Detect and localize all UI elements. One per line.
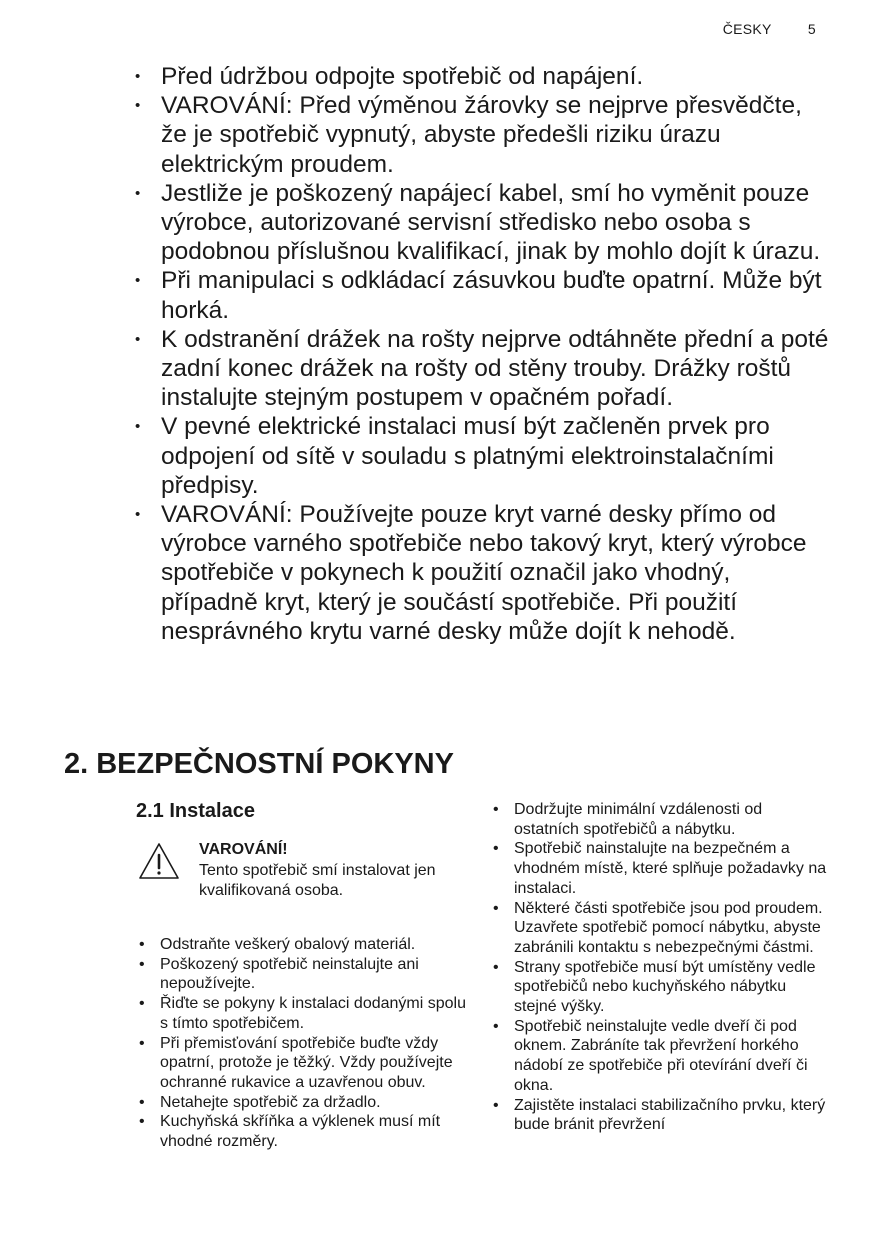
list-item: • K odstranění drážek na rošty nejprve odtáhněte přední a poté zadní konec drážek na rošty od stěny trouby. Drážky roštů instalujte stejným postupem v opačném pořadí. bbox=[133, 325, 833, 413]
list-item: • Před údržbou odpojte spotřebič od napájení. bbox=[133, 62, 833, 91]
list-item: • VAROVÁNÍ: Používejte pouze kryt varné desky přímo od výrobce varného spotřebiče nebo takový kryt, který výrobce spotřebiče v pokynech k použití označil jako vhodný, případně kryt, který je součástí spotřebiče. Při použití nesprávného krytu varné desky může dojít k nehodě. bbox=[133, 500, 833, 646]
warning-icon bbox=[138, 842, 180, 880]
list-item: • Strany spotřebiče musí být umístěny vedle spotřebičů nebo kuchyňského nábytku stejné výšky. bbox=[490, 958, 830, 1017]
list-item: • Kuchyňská skříňka a výklenek musí mít vhodné rozměry. bbox=[136, 1112, 466, 1151]
left-bullet-list bbox=[136, 935, 466, 1152]
language-label: ČESKY bbox=[722, 21, 772, 37]
list-item: • Jestliže je poškozený napájecí kabel, smí ho vyměnit pouze výrobce, autorizované servisní středisko nebo osoba s podobnou příslušnou kvalifikací, jinak by mohlo dojít k úrazu. bbox=[133, 179, 833, 267]
list-item: • Netahejte spotřebič za držadlo. bbox=[136, 1093, 466, 1113]
warning-text-block bbox=[199, 840, 439, 902]
list-item: • Řiďte se pokyny k instalaci dodanými spolu s tímto spotřebičem. bbox=[136, 994, 466, 1033]
list-item: • Odstraňte veškerý obalový materiál. bbox=[136, 935, 466, 955]
subsection-title: 2.1 Instalace bbox=[136, 800, 255, 822]
list-item: • Poškozený spotřebič neinstalujte ani nepoužívejte. bbox=[136, 955, 466, 994]
page-number: 5 bbox=[807, 21, 816, 37]
list-item: • Při přemisťování spotřebiče buďte vždy opatrní, protože je těžký. Vždy používejte ochranné rukavice a uzavřenou obuv. bbox=[136, 1034, 466, 1093]
list-item: • Při manipulaci s odkládací zásuvkou buďte opatrní. Může být horká. bbox=[133, 266, 833, 324]
top-bullet-list bbox=[133, 62, 833, 646]
list-item: • Spotřebič neinstalujte vedle dveří či pod oknem. Zabráníte tak převržení horkého nádobí ze spotřebiče při otevírání dveří či okna. bbox=[490, 1017, 830, 1096]
right-bullet-list bbox=[490, 800, 830, 1135]
list-item: • VAROVÁNÍ: Před výměnou žárovky se nejprve přesvědčte, že je spotřebič vypnutý, abyste předešli riziku úrazu elektrickým proudem. bbox=[133, 91, 833, 179]
warning-body: Tento spotřebič smí instalovat jen kvalifikovaná osoba. bbox=[199, 861, 436, 899]
warning-box bbox=[138, 840, 438, 924]
warning-heading: VAROVÁNÍ! bbox=[199, 841, 288, 858]
list-item: • Některé části spotřebiče jsou pod proudem. Uzavřete spotřebič pomocí nábytku, abyste zabránili kontaktu s nebezpečnými částmi. bbox=[490, 899, 830, 958]
list-item: • Zajistěte instalaci stabilizačního prvku, který bude bránit převržení bbox=[490, 1096, 830, 1135]
list-item: • Dodržujte minimální vzdálenosti od ostatních spotřebičů a nábytku. bbox=[490, 800, 830, 839]
list-item: • V pevné elektrické instalaci musí být začleněn prvek pro odpojení od sítě v souladu s platnými elektroinstalačními předpisy. bbox=[133, 412, 833, 500]
list-item: • Spotřebič nainstalujte na bezpečném a vhodném místě, které splňuje požadavky na instalaci. bbox=[490, 839, 830, 898]
section-title: 2. BEZPEČNOSTNÍ POKYNY bbox=[64, 748, 454, 780]
page-header bbox=[723, 21, 816, 37]
